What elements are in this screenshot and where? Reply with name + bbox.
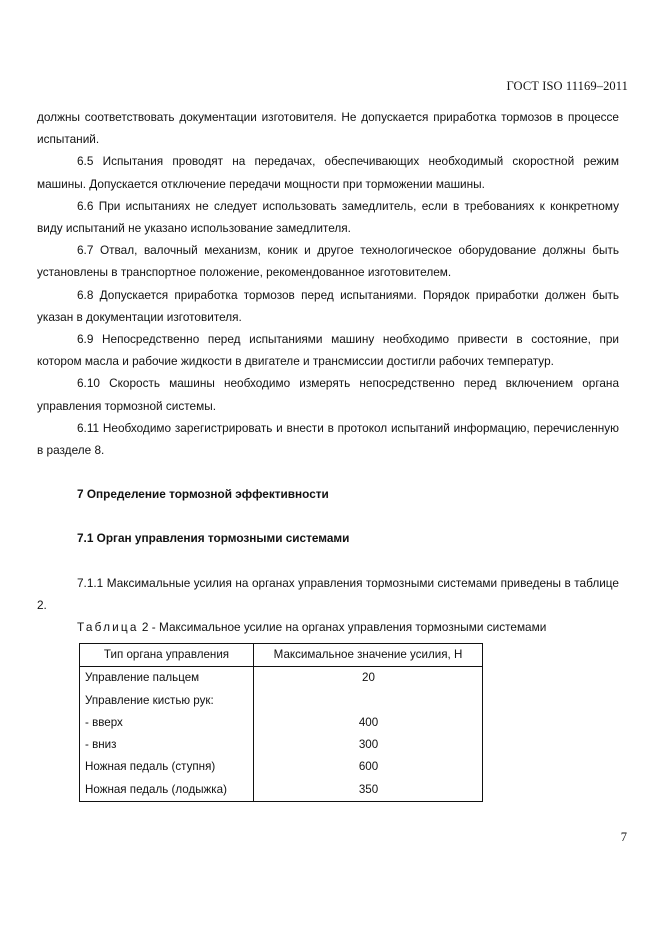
section-7-1-heading: 7.1 Орган управления тормозными системами — [77, 531, 350, 546]
column-header-type: Тип органа управления — [80, 644, 254, 667]
control-type-cell: Ножная педаль (лодыжка) — [80, 779, 254, 802]
control-type-cell: - вверх — [80, 712, 254, 734]
control-type-cell: Ножная педаль (ступня) — [80, 756, 254, 778]
force-value-cell: 600 — [254, 756, 483, 778]
table-caption-prefix: Таблица — [77, 620, 139, 635]
force-value-cell — [254, 690, 483, 712]
table-row — [80, 734, 483, 756]
control-type-cell: - вниз — [80, 734, 254, 756]
paragraph-6-7: 6.7 Отвал, валочный механизм, коник и другое технологическое оборудование должны быть установлены в транспортное положение, рекомендованное изготовителем. — [37, 243, 619, 280]
force-value-cell: 300 — [254, 734, 483, 756]
table-row — [80, 712, 483, 734]
standard-designation: ГОСТ ISO 11169–2011 — [506, 79, 628, 93]
table-row — [80, 756, 483, 778]
force-value-cell: 400 — [254, 712, 483, 734]
paragraph-6-10: 6.10 Скорость машины необходимо измерять непосредственно перед включением органа управления тормозной системы. — [37, 376, 619, 413]
brake-force-table — [79, 643, 483, 802]
table-caption — [37, 616, 619, 638]
paragraph-continuation: должны соответствовать документации изготовителя. Не допускается приработка тормозов в процессе испытаний. — [37, 110, 619, 147]
paragraph-7-1-1: 7.1.1 Максимальные усилия на органах управления тормозными системами приведены в таблице 2. — [37, 575, 619, 612]
paragraph-6-9: 6.9 Непосредственно перед испытаниями машину необходимо привести в состояние, при котором масла и рабочие жидкости в двигателе и трансмиссии достигли рабочих температур. — [37, 332, 619, 369]
table-header-row — [80, 644, 483, 667]
paragraph-6-6: 6.6 При испытаниях не следует использовать замедлитель, если в требованиях к конкретному виду испытаний не указано использование замедлителя. — [37, 198, 619, 236]
paragraph-6-11: 6.11 Необходимо зарегистрировать и внести в протокол испытаний информацию, перечисленную в разделе 8. — [37, 420, 619, 458]
table-row — [80, 667, 483, 690]
column-header-value: Максимальное значение усилия, Н — [254, 644, 483, 667]
table-row — [80, 779, 483, 802]
force-value-cell: 350 — [254, 779, 483, 802]
section-7-heading: 7 Определение тормозной эффективности — [77, 487, 329, 502]
table-row — [80, 690, 483, 712]
table-caption-text: 2 - Максимальное усилие на органах управления тормозными системами — [138, 620, 547, 635]
page-content — [37, 106, 619, 802]
control-type-cell: Управление пальцем — [80, 667, 254, 690]
page-number: 7 — [620, 830, 627, 844]
paragraph-6-8: 6.8 Допускается приработка тормозов перед испытаниями. Порядок приработки должен быть указан в документации изготовителя. — [37, 287, 619, 324]
control-type-cell: Управление кистью рук: — [80, 690, 254, 712]
force-value-cell: 20 — [254, 667, 483, 690]
paragraph-6-5: 6.5 Испытания проводят на передачах, обеспечивающих необходимый скоростной режим машины. Допускается отключение передачи мощности при торможении машины. — [37, 154, 619, 191]
